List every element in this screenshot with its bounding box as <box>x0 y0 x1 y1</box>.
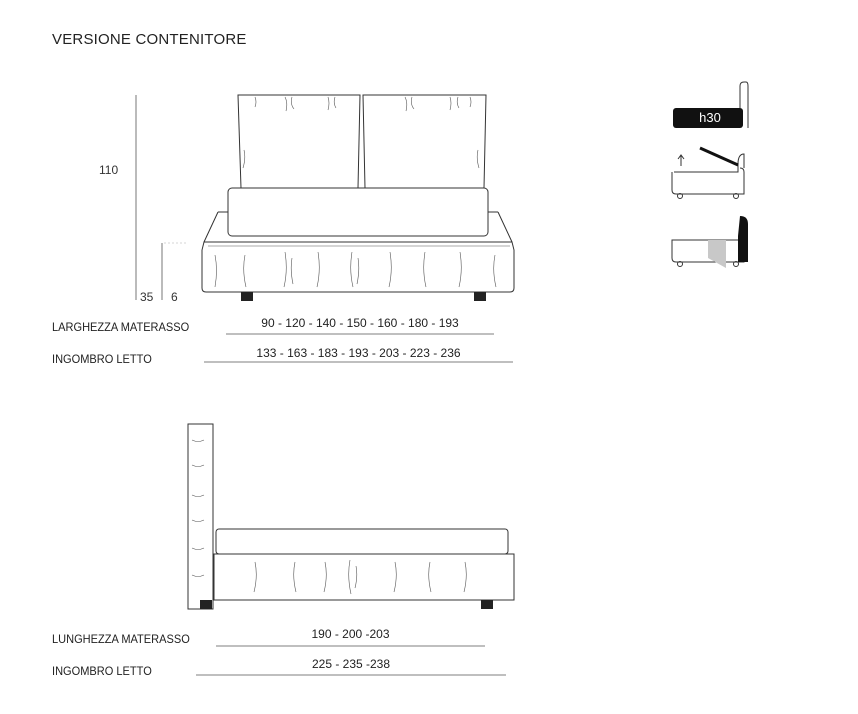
mattress-length-label: LUNGHEZZA MATERASSO <box>52 632 190 646</box>
side-front-foot <box>481 600 493 609</box>
side-mattress <box>216 529 508 554</box>
side-back-foot <box>200 600 212 609</box>
overall-width-label: INGOMBRO LETTO <box>52 352 152 366</box>
height-feet-label: 6 <box>171 290 178 304</box>
page-title: VERSIONE CONTENITORE <box>52 31 247 48</box>
front-bed-base <box>202 242 514 292</box>
mattress-length-values: 190 - 200 -203 <box>311 627 390 641</box>
overall-length-values: 225 - 235 -238 <box>311 657 391 671</box>
storage-open-icon <box>672 216 748 268</box>
lift-up-icon <box>672 148 744 199</box>
mattress-width-values: 90 - 120 - 140 - 150 - 160 - 180 - 193 <box>261 316 459 330</box>
height-base-label: 35 <box>140 290 154 304</box>
storage-height-text: h30 <box>699 110 721 125</box>
mattress-width-label: LARGHEZZA MATERASSO <box>52 320 190 334</box>
side-bed-base <box>214 554 514 600</box>
height-total-label: 110 <box>99 163 119 177</box>
right-headboard-cushion <box>363 95 486 188</box>
front-right-foot <box>474 292 486 301</box>
front-left-foot <box>241 292 253 301</box>
overall-width-values: 133 - 163 - 183 - 193 - 203 - 223 - 236 <box>256 346 461 360</box>
front-mattress <box>228 188 488 236</box>
overall-length-label: INGOMBRO LETTO <box>52 664 152 678</box>
side-headboard <box>188 424 213 609</box>
left-headboard-cushion <box>238 95 360 188</box>
